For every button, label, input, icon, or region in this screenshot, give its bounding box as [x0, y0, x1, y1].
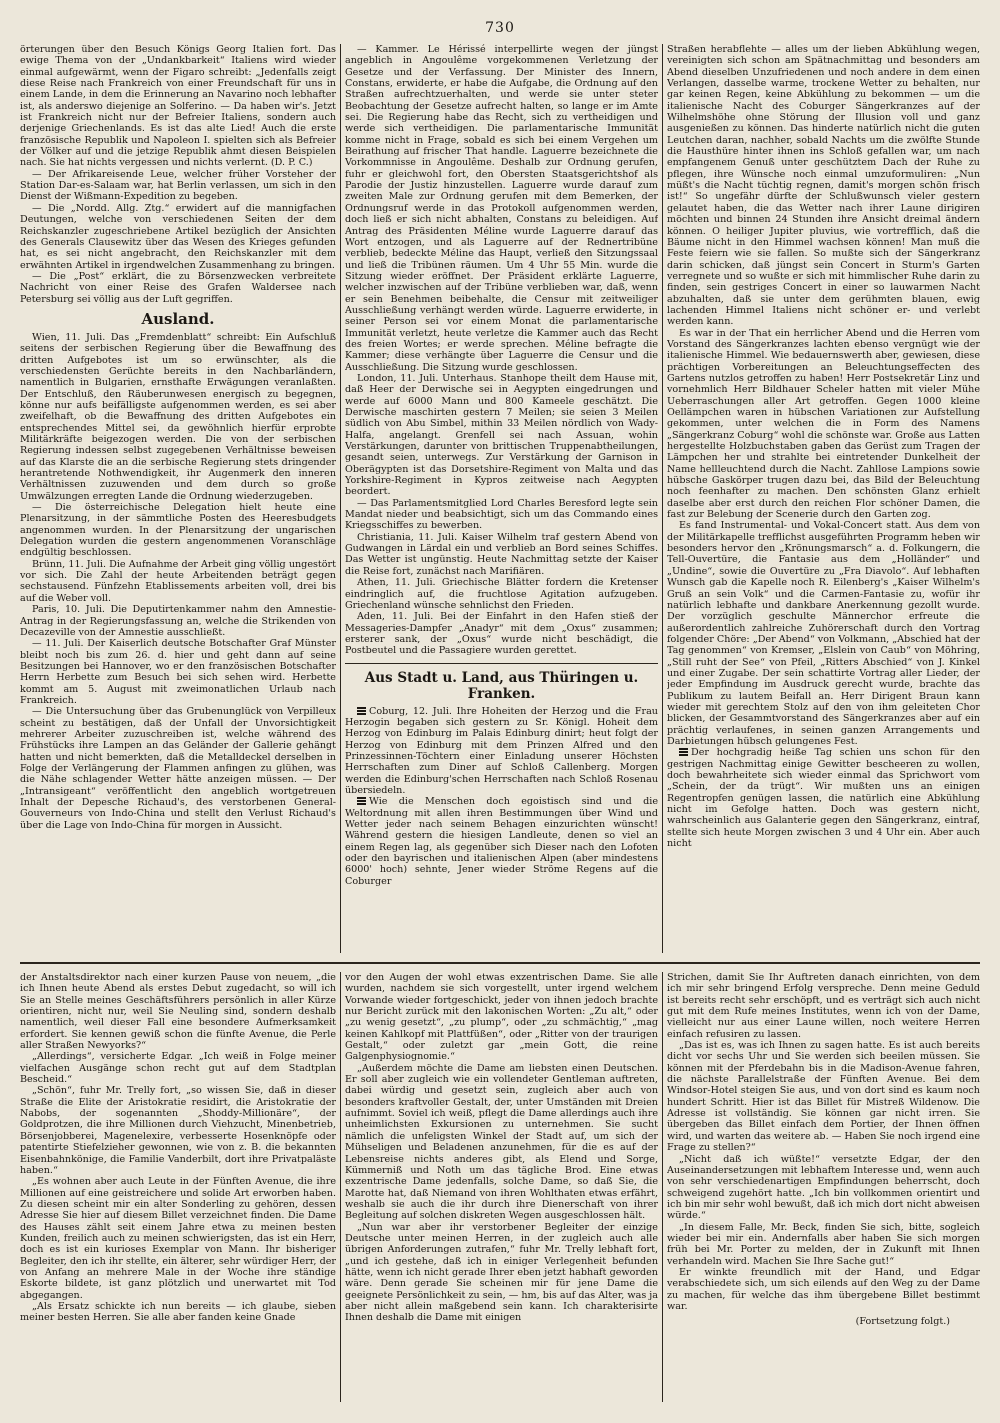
article-paragraph: — Der Afrikareisende Leue, welcher früher Vorsteher der Station Dar-es-Salaam war, hat Berlin verlassen, um sich in den Dienst der Wißmann-Expedition zu begeben.: [20, 168, 336, 203]
section-marker-icon: [357, 707, 366, 715]
article-text: Coburg, 12. Juli. Ihre Hoheiten der Herzog und die Frau Herzogin begaben sich gestern zu Sr. Königl. Hoheit dem Herzog von Edinburg im Palais Edinburg dinirt; heut folgt der Herzog von Edinburg mit dem Prinzen Alfred und den Prinzessinnen-Töchtern einer Einladung unserer Höchsten Herrschaften zum Diner auf Schloß Callenberg. Morgen werden die Edinburg'schen Herrschaften nach Schloß Rosenau übersiedeln.: [345, 705, 658, 796]
column-divider: [662, 972, 663, 1402]
column-3: [667, 44, 980, 953]
serial-paragraph: Er winkte freundlich mit der Hand, und Edgar verabschiedete sich, um sich eilends auf den Weg zu der Dame zu machen, für welche das ihm übergebene Billet bestimmt war.: [667, 1266, 980, 1312]
page-number: 730: [485, 20, 515, 36]
serial-paragraph: „Nicht daß ich wüßte!“ versetzte Edgar, der den Auseinandersetzungen mit lebhaftem Interesse und, wenn auch von sehr verschiedenartigen Empfindungen beherrscht, doch schweigend zugehört hatte. „Ich bin vollkommen orientirt und ich bin mir sehr wohl bewußt, daß ich mich dort nicht abweisen würde.“: [667, 1153, 980, 1222]
column-divider: [340, 972, 341, 1402]
serial-paragraph: vor den Augen der wohl etwas exzentrischen Dame. Sie alle wurden, nachdem sie sich vorgestellt, unter irgend welchem Vorwande wieder fortgeschickt, jeder von ihnen jedoch brachte nur Bericht zurück mit den lakonischen Worten: „Zu alt,“ oder „zu wenig gesetzt“, „zu plump“, oder „zu schmächtig,“ „mag keinen Kahlkopf mit Plattfüßen“, oder „Ritter von der traurigen Gestalt,“ oder zuletzt gar „mein Gott, die reine Galgenphysiognomie.“: [345, 972, 658, 1063]
article-paragraph: Es war in der That ein herrlicher Abend und die Herren vom Vorstand des Sängerkranzes lachten ebenso vergnügt wie der italienische Himmel. Wie bedauernswerth aber, gewiesen, diese prächtigen Vorbereitungen an Beleuchtungseffecten des Gartens nutzlos getroffen zu haben! Herr Postsekretär Linz und vornehmlich Herr Bildhauer Scheler hatten mit vieler Mühe Ueberraschungen aller Art getroffen. Gegen 1000 kleine Oellämpchen waren in hübschen Variationen zur Aufstellung gekommen, unter welchen die in Form des Namens „Sängerkranz Coburg“ wohl die schönste war. Große aus Latten hergestellte Holzbuchstaben gaben das Gerüst zum Tragen der Lämpchen her und strahlte bei eintretender Dunkelheit der Name hellleuchtend durch die Nacht. Zahllose Lampions sowie hübsche Gaskörper trugen dazu bei, das Bild der Beleuchtung noch feenhafter zu machen. Den schönsten Glanz erhielt daselbe aber erst durch den reichen Flor schöner Damen, die fast zur Belebung der Scenerie durch den Garten zog.: [667, 327, 980, 521]
article-paragraph: [667, 747, 980, 849]
serial-column-3: [667, 972, 980, 1402]
article-paragraph: Straßen herabflehte — alles um der lieben Abkühlung wegen, vereinigten sich schon am Spätnachmittag und besonders am Abend dieselben Unzufriedenen und noch andere in dem einen Verlangen, dasselbe warme, trockene Wetter zu behalten, nur gar keinen Regen, keine Abkühlung zu bekommen — um die italienische Nacht des Coburger Sängerkranzes auf der Wilhelmshöhe ohne Störung der Illusion voll und ganz ausgenießen zu können. Das hinderte natürlich nicht die guten Leutchen daran, nachher, sobald Nachts um die zwölfte Stunde die Hausthüre hinter ihnen ins Schloß gefallen war, um nach empfangenem Genuß unter geschütztem Dach der Ruhe zu pflegen, ihre Wünsche noch einmal umzuformuliren: „Nun müßt's die Nacht tüchtig regnen, damit's morgen schön frisch ist!“ So ungefähr dürfte der Schlußwunsch vieler gestern gelautet haben, die das Wetter nach ihrer Laune dirigiren möchten und binnen 24 Stunden ihre Ansicht dreimal ändern können. O heiliger Jupiter pluvius, wie vortrefflich, daß die Bäume nicht in den Himmel wachsen können! Man muß die Feste feiern wie sie fallen. So mußte sich der Sängerkranz darin schicken, daß jüngst sein Concert in Sturm's Garten verregnete und so wußte er sich mit himmlischer Ruhe darin zu finden, sein gestriges Concert in einer so lauwarmen Nacht abzuhalten, daß sie unter dem gerühmten blauen, ewig lachenden Himmel Italiens nicht schöner er- und verlebt werden kann.: [667, 44, 980, 328]
serial-column-2: [345, 972, 658, 1402]
feuilleton-separator: [20, 962, 980, 964]
article-paragraph: — Die „Post“ erklärt, die zu Börsenzwecken verbreitete Nachricht von einer Reise des Grafen Waldersee nach Petersburg sei völlig aus der Luft gegriffen.: [20, 270, 336, 305]
section-marker-icon: [357, 797, 366, 805]
serial-paragraph: „Als Ersatz schickte ich nun bereits — ich glaube, sieben meiner besten Herren. Sie alle aber fanden keine Gnade: [20, 1300, 336, 1324]
article-paragraph: — Kammer. Le Hérissé interpellirte wegen der jüngst angeblich in Angoulême vorgekommenen Verletzung der Gesetze und der Verfassung. Der Minister des Innern, Constans, erwiderte, er habe die Aufgabe, die Ordnung auf den Straßen aufrechtzuerhalten, und werde sie unter steter Beobachtung der Gesetze aufrecht halten, so lange er im Amte sei. Die Regierung habe das Recht, sich zu vertheidigen und werde sich vertheidigen. Die parlamentarische Immunität komme nicht in Frage, sobald es sich bei einem Vergehen um Beirathung auf frischer That handle. Laguerre bezeichnete die Vorkommnisse in Angoulême. Deshalb zur Ordnung gerufen, fuhr er gleichwohl fort, den Obersten Staatsgerichtshof als Parodie der Justiz hinzustellen. Laguerre wurde darauf zum zweiten Male zur Ordnung gerufen mit dem Bemerken, der Ordnungsruf werde in das Protokoll aufgenommen werden, doch ließ er sich nicht abhalten, Constans zu beleidigen. Auf Antrag des Präsidenten Méline wurde Laguerre darauf das Wort entzogen, und als Laguerre auf der Rednertribüne verblieb, bedeckte Méline das Haupt, verließ den Sitzungssaal und ließ die Tribünen räumen. Um 4 Uhr 55 Min. wurde die Sitzung wieder eröffnet. Der Präsident erklärte Laguerre, welcher inzwischen auf der Tribüne verblieben war, daß, wenn er sein Benehmen beibehalte, die Censur mit zeitweiliger Ausschließung verhängt werden würde. Laguerre erwiderte, in seiner Person sei vor einem Monat die parlamentarische Immunität verletzt, heute verletze die Kammer auch das Recht des freien Wortes; er werde sprechen. Méline befragte die Kammer; diese verhängte über Laguerre die Censur und die Ausschließung. Die Sitzung wurde geschlossen.: [345, 44, 658, 373]
article-paragraph: [345, 796, 658, 887]
article-paragraph: — Die „Nordd. Allg. Ztg.“ erwidert auf die mannigfachen Deutungen, welche von verschiedenen Seiten der dem Reichskanzler zugeschriebene Artikel bezüglich der Ansichten des Generals Clausewitz über das Wesen des Krieges gefunden hat, es sei nicht angebracht, den Reichskanzler mit dem erwähnten Artikel in irgendwelchen Zusammenhang zu bringen.: [20, 202, 336, 271]
serial-paragraph: „Nun war aber ihr verstorbener Begleiter der einzige Deutsche unter meinen Herren, in der zugleich auch alle übrigen Anforderungen zutrafen,“ fuhr Mr. Trelly lebhaft fort, „und ich gestehe, daß ich in einiger Verlegenheit befunden hätte, wenn ich nicht gerade Ihrer eben jetzt habhaft geworden wäre. Denn gerade Sie scheinen mir für jene Dame die geeignete Persönlichkeit zu sein, — hm, bis auf das Alter, was ja aber nicht allein maßgebend sein kann. Ich charakterisirte Ihnen deshalb die Dame mit einigen: [345, 1221, 658, 1324]
column-divider: [340, 44, 341, 953]
serial-paragraph: „Allerdings“, versicherte Edgar. „Ich weiß in Folge meiner vielfachen Ausgänge schon recht gut auf dem Stadtplan Bescheid.“: [20, 1051, 336, 1086]
serial-paragraph: „Außerdem möchte die Dame am liebsten einen Deutschen. Er soll aber zugleich wie ein vollendeter Gentleman auftreten, dabei würdig und gesetzt sein, zugleich aber auch von besonders kraftvoller Gestalt, der, unter Umständen mit Dreien aufnimmt. Soviel ich weiß, pflegt die Dame allerdings auch ihre unheimlichsten Exkursionen zu unternehmen. Sie sucht nämlich die unfeligsten Winkel der Stadt auf, um sich der Mühseligen und Beladenen anzunehmen, für die es auf der Lebensreise nichts anderes gibt, als Elend und Sorge, Kümmerniß und Noth um das tägliche Brod. Eine etwas exzentrische Dame jedenfalls, solche Dame, so daß Sie, die Marotte hat, daß Niemand von ihren Wohlthaten etwas erfährt, weshalb sie auch die ihr durch ihre Dienerschaft von ihrer Begleitung auf solchen diskreten Wegen ausgeschlossen hält.: [345, 1062, 658, 1222]
serial-paragraph: „Schön“, fuhr Mr. Trelly fort, „so wissen Sie, daß in dieser Straße die Elite der Aristokratie residirt, die Aristokratie der Nabobs, der sogenannten „Shoddy-Millionäre“, der Goldprotzen, die ihre Millionen durch Viehzucht, Minenbetrieb, Börsenjobberei, Magenelexire, verbesserte Hosenknöpfe oder patentirte Stiefelzieher gewonnen, wie von z. B. die bekannten Eisenbahnkönige, die Familie Vanderbilt, dort ihre Privatpaläste haben.“: [20, 1085, 336, 1176]
article-paragraph: Brünn, 11. Juli. Die Aufnahme der Arbeit ging völlig ungestört vor sich. Die Zahl der heute Arbeitenden beträgt gegen sechstausend. Fünfzehn Etablissements arbeiten voll, drei bis auf die Weber voll.: [20, 558, 336, 604]
serial-column-1: [20, 972, 336, 1402]
article-paragraph: Athen, 11. Juli. Griechische Blätter fordern die Kretenser eindringlich auf, die fruchtlose Agitation aufzugeben. Griechenland wünsche sehnlichst den Frieden.: [345, 577, 658, 611]
article-text: Wie die Menschen doch egoistisch sind und die Weltordnung mit allen ihren Bestimmungen über Wind und Wetter jeder nach seinem Behagen einzurichten wünscht! Während gestern die hiesigen Landleute, denen so viel an einem Regen lag, als gegenüber sich Dieser nach den Lofoten oder den bayrischen und italienischen Alpen (aber mindestens 6000' hoch) sehnte, Jener wieder Ströme Regens auf die Coburger: [345, 796, 658, 887]
continued-note: (Fortsetzung folgt.): [855, 1316, 950, 1328]
article-paragraph: Es fand Instrumental- und Vokal-Concert statt. Aus dem von der Militärkapelle trefflichst ausgeführten Programm heben wir besonders hervor den „Krönungsmarsch“ a. d. Folkungern, die Tell-Ouvertüre, die Fantasie aus dem „Holländer“ und „Undine“, sowie die Ouvertüre zu „Fra Diavolo“. Auf lebhaften Wunsch gab die Kapelle noch R. Eilenberg's „Kaiser Wilhelm's Gruß an sein Volk“ und die Carmen-Fantasie zu, wofür ihr natürlich lebhafte und dankbare Anerkennung gezollt wurde. Der vorzüglich geschulte Männerchor erfreute die außerordentlich zahlreiche Zuhörerschaft durch den Vortrag folgender Chöre: „Der Abend“ von Volkmann, „Abschied hat der Tag genommen“ von Kremser, „Elslein von Caub“ von Möhring, „Still ruht der See“ von Pfeil, „Ritters Abschied“ von J. Kinkel und einer Zugabe. Der sein schattirte Vortrag aller Lieder, der jeder Empfindung im Ausdruck gerecht wurde, brachte das Publikum zu lautem Beifall an. Herr Dirigent Braun kann wieder mit gerechtem Stolz auf den von ihm geleiteten Chor blicken, der Gesammtvorstand des Sängerkranzes aber auf ein prächtig verlaufenes, in seinen ganzen Arrangements und Darbietungen hübsch gelungenes Fest.: [667, 520, 980, 747]
serial-paragraph: „In diesem Falle, Mr. Beck, finden Sie sich, bitte, sogleich wieder bei mir ein. Andernfalls aber haben Sie sich morgen früh bei Mr. Porter zu melden, der in Zukunft mit Ihnen verhandeln wird. Machen Sie Ihre Sache gut!“: [667, 1221, 980, 1267]
article-paragraph: Wien, 11. Juli. Das „Fremdenblatt“ schreibt: Ein Aufschluß seitens der serbischen Regierung über die Bewaffnung des dritten Aufgebotes ist um so erwünschter, als die verschiedensten Gerüchte bereits in den Nachbarländern, namentlich in Bulgarien, ernsthafte Erwägungen veranlaßten. Der Entschluß, den Räuberunwesen energisch zu begegnen, könne nur aufs beifälligste aufgenommen werden, es sei aber zweifelhaft, ob die Bewaffnung des dritten Aufgebotes ein entsprechendes Mittel sei, da gewöhnlich hierfür erprobte Militärkräfte beigezogen werden. Die von der serbischen Regierung indessen selbst zugegebenen Verhältnisse beweisen auf das Klarste die an die serbische Regierung stets dringender herantretende Nothwendigkeit, ihr Augenmerk den inneren Verhältnissen zuzuwenden und dem durch so große Umwälzungen erregten Lande die Ordnung wiederzugeben.: [20, 331, 336, 502]
article-paragraph: Aden, 11. Juli. Bei der Einfahrt in den Hafen stieß der Messageries-Dampfer „Anadyr“ mit dem „Oxus“ zusammen; ersterer sank, der „Oxus“ wurde nicht beschädigt, die Postbeutel und die Passagiere wurden gerettet.: [345, 611, 658, 657]
section-heading-ausland: Ausland.: [141, 309, 215, 328]
article-paragraph: — Das Parlamentsmitglied Lord Charles Beresford legte sein Mandat nieder und beabsichtigt, sich um das Commando eines Kriegsschiffes zu bewerben.: [345, 497, 658, 532]
column-divider: [662, 44, 663, 953]
serial-paragraph: der Anstaltsdirektor nach einer kurzen Pause von neuem, „die ich Ihnen heute Abend als erstes Debut zugedacht, so will ich Sie an Stelle meines Geschäftsführers persönlich in aller Kürze orientiren, nicht nur, weil Sie Neuling sind, sondern deshalb namentlich, weil dieser Fall eine besondere Aufmerksamkeit erfordert. Sie kennen gewiß schon die fünfte Avenue, die Perle aller Straßen Newyorks?“: [20, 972, 336, 1052]
article-paragraph: London, 11. Juli. Unterhaus. Stanhope theilt dem Hause mit, daß Heer der Derwische sei in Aegypten eingedrungen und werde auf 6000 Mann und 800 Kameele geschätzt. Die Derwische maschirten gestern 7 Meilen; sie seien 3 Meilen südlich von Abu Simbel, mithin 33 Meilen nördlich von Wady-Halfa, angelangt. Grenfell sei nach Assuan, wohin Verstärkungen, darunter von brittischen Truppenabtheilungen, gesandt seien, unterwegs. Zur Verstärkung der Garnison in Oberägypten ist das Dorsetshire-Regiment von Malta und das Yorkshire-Regiment in Kypros zeitweise nach Aegypten beordert.: [345, 372, 658, 498]
article-text: Der hochgradig heiße Tag schien uns schon für den gestrigen Nachmittag einige Gewitter bescheeren zu wollen, doch bewahrheitete sich wieder einmal das Sprichwort vom „Schein, der da trügt“. Wir mußten uns an einigen Regentropfen genügen lassen, die natürlich eine Abkühlung nicht im Gefolge hatten. Doch was gestern nicht, wahrscheinlich aus Galanterie gegen den Sängerkranz, eintraf, stellte sich heute Morgen zwischen 3 und 4 Uhr ein. Aber auch nicht: [667, 747, 980, 850]
article-paragraph: örterungen über den Besuch Königs Georg Italien fort. Das ewige Thema von der „Undankbarkeit“ Italiens wird wieder einmal aufgewärmt, wenn der Figaro schreibt: „Jedenfalls zeigt diese Reise nach Frankreich von einer Freundschaft für uns in einem Lande, in dem die Erinnerung an Navarino noch lebhafter ist, als anderswo diejenige an Solferino. — Da haben wir's. Jetzt ist Frankreich nicht nur der Befreier Italiens, sondern auch derjenige Griechenlands. Es ist das alte Lied! Auch die erste französische Republik und Napoleon I. spielten sich als Befreier der Völker auf und die jetzige Republik ahmt diesen Beispielen nach. Sie hat nichts vergessen und nichts verlernt. (D. P. C.): [20, 44, 336, 169]
serial-paragraph: „Es wohnen aber auch Leute in der Fünften Avenue, die ihre Millionen auf eine geistreichere und solide Art erworben haben. Zu diesen scheint mir ein alter Sonderling zu gehören, dessen Adresse Sie hier auf diesem Billet verzeichnet finden. Die Dame des Hauses zählt seit einem Jahre etwa zu meinen besten Kunden, freilich auch zu meinen schwierigsten, das ist ein Herr, doch es ist ein kurioses Exemplar von Mann. Ihr bisheriger Begleiter, den ich ihr stellte, ein älterer, sehr würdiger Herr, der von Anfang an mehrere Male in der Woche ihre ständige Eskorte bildete, ist ganz plötzlich und unerwartet mit Tod abgegangen.: [20, 1176, 336, 1301]
section-marker-icon: [679, 748, 688, 756]
serial-paragraph: Strichen, damit Sie Ihr Auftreten danach einrichten, von dem ich mir sehr bringend Erfolg verspreche. Denn meine Geduld ist bereits recht sehr erschöpft, und es verträgt sich auch nicht gut mit dem Rufe meines Institutes, wenn ich von der Dame, vielleicht nur aus einer Laune willen, noch weitere Herren einfach refusiren zu lassen.: [667, 972, 980, 1040]
article-paragraph: Paris, 10. Juli. Die Deputirtenkammer nahm den Amnestie-Antrag in der Regierungsfassung an, welche die Strikenden von Decazeville von der Amnestie ausschließt.: [20, 604, 336, 638]
serial-paragraph: „Das ist es, was ich Ihnen zu sagen hatte. Es ist auch bereits dicht vor sechs Uhr und Sie werden sich beeilen müssen. Sie können mit der Pferdebahn bis in die Madison-Avenue fahren, die nächste Parallelstraße der Fünften Avenue. Bei dem Windsor-Hotel steigen Sie aus, und von dort sind es kaum noch hundert Schritt. Hier ist das Billet für Mistreß Wildenow. Die Adresse ist vollständig. Sie können gar nicht irren. Sie übergeben das Billet einfach dem Portier, der Ihnen öffnen wird, und warten das weitere ab. — Haben Sie noch irgend eine Frage zu stellen?“: [667, 1040, 980, 1154]
article-paragraph: — Die Untersuchung über das Grubenunglück von Verpilleux scheint zu bestätigen, daß der Unfall der Unvorsichtigkeit mehrerer Arbeiter zuzuschreiben ist, welche während des Frühstücks ihre Lampen an das Geländer der Gallerie gehängt hatten und nicht bemerkten, daß die Metalldeckel derselben in Folge der Verlängerung der Flammen anfingen zu glühen, was die Nähe schlagender Wetter hätte anzeigen müssen. — Der „Intransigeant“ veröffentlicht den angeblich wortgetreuen Inhalt der Depesche Richaud's, des verstorbenen General-Gouverneurs von Indo-China und stellt den Verlust Richaud's über die Lage von Indo-China für morgen in Aussicht.: [20, 706, 336, 831]
column-2: [345, 44, 658, 953]
article-paragraph: — Die österreichische Delegation hielt heute eine Plenarsitzung, in der sämmtliche Posten des Heeresbudgets angenommen wurden. In der Plenarsitzung der ungarischen Delegation wurden die gestern angenommenen Voranschläge endgültig beschlossen.: [20, 502, 336, 559]
section-heading-local: Aus Stadt u. Land, aus Thüringen u. Franken.: [364, 669, 639, 702]
article-paragraph: Christiania, 11. Juli. Kaiser Wilhelm traf gestern Abend von Gudwangen in Lärdal ein und verblieb an Bord seines Schiffes. Das Wetter ist ungünstig. Heute Nachmittag setzte der Kaiser die Reise fort, zunächst nach Marifiären.: [345, 531, 658, 577]
column-1: [20, 44, 336, 953]
article-paragraph: — 11. Juli. Der Kaiserlich deutsche Botschafter Graf Münster bleibt noch bis zum 26. d. hier und geht dann auf seine Besitzungen bei Hannover, wo er den französischen Botschafter Herrn Herbette zum Besuch bei sich sehen wird. Herbette kommt am 5. August mit zweimonatlichen Urlaub nach Frankreich.: [20, 638, 336, 706]
article-paragraph: [345, 706, 658, 797]
section-divider: [345, 663, 658, 664]
